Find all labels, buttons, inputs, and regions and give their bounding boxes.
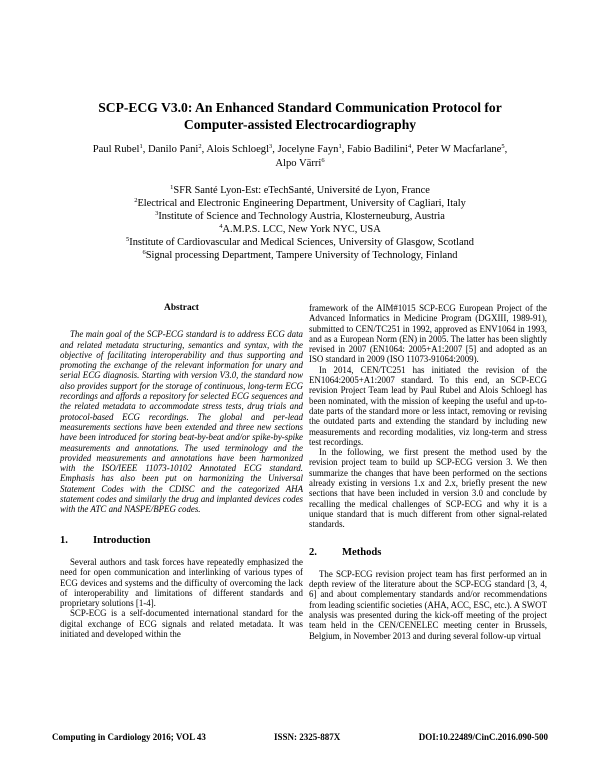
affiliation: $^1$SFR Santé Lyon-Est: eTechSanté, Université de Lyon, France bbox=[170, 184, 430, 196]
paragraph: In the following, we first present the method used by the revision project team to build up SCP-ECG version 3. We then summarize the changes that have been performed on the sections already existing in versions 1.x and 2.x, briefly present the new sections that have been included in version 3.0 and conclude by recalling the medical challenges of SCP-ECG and why it is a unique standard that is much different from other signal-related standards. bbox=[309, 447, 547, 530]
paper-title bbox=[40, 99, 560, 133]
abstract-body: The main goal of the SCP-ECG standard is to address ECG data and related metadata structuring, semantics and syntax, with the objective of facilitating interoperability and thus supporting and promoting the exchange of the relevant information for unary and serial ECG diagnosis. Starting with version V3.0, the standard now also provides support for the storage of continuous, long-term ECG recordings and affords a repository for selected ECG sequences and the related metadata to accommodate stress tests, drug trials and protocol-based ECG recordings. The global and per-lead measurements sections have been extended and three new sections have been introduced for storing beat-by-beat and/or spike-by-spike measurements and annotations. The used terminology and the provided measurements and annotations have been harmonized with the ISO/IEEE 11073-10102 Annotated ECG standard. Emphasis has also been put on harmonizing the Universal Statement Codes with the CDISC and the categorized AHA statement codes and similarly the drug and implanted devices codes with the ATC and NASPE/BPEG codes. bbox=[60, 329, 303, 515]
author: Alois Schloegl$^3$, bbox=[206, 143, 278, 155]
title-line-1: SCP-ECG V3.0: An Enhanced Standard Communication Protocol for bbox=[98, 100, 502, 115]
author: Jocelyne Fayn$^1$, bbox=[277, 143, 348, 155]
paragraph: The SCP-ECG revision project team has first performed an in depth review of the literature about the SCP-ECG standard [3, 4, 6] and about complementary standards and/or recommendations from leading scientific societies (AHA, ACC, ESC, etc.). A SWOT analysis was presented during the kick-off meeting of the project team held in the CEN/CENELEC meeting center in Brussels, Belgium, in November 2013 and during several follow-up virtual bbox=[309, 568, 547, 641]
affiliation: $^4$A.M.P.S. LCC, New York NYC, USA bbox=[219, 223, 381, 236]
section-title: Methods bbox=[342, 546, 382, 558]
author: Peter W Macfarlane$^5$, bbox=[416, 143, 508, 155]
footer-journal: Computing in Cardiology 2016; VOL 43 bbox=[52, 732, 206, 742]
paragraph: framework of the AIM#1015 SCP-ECG European Project of the Advanced Informatics in Medicine Program (DGXIII, 1989-91), submitted to CEN/TC251 in 1992, approved as ENV1064 in 1993, and as a European Norm (EN) in 2005. The latter has been slightly revised in 2007 (EN1064: 2005+A1:2007 [5] and adopted as an ISO standard in 2009 (ISO 11073-91064:2009). bbox=[309, 303, 547, 365]
page-footer bbox=[52, 732, 548, 746]
abstract-heading: Abstract bbox=[164, 303, 199, 313]
left-column bbox=[60, 300, 303, 639]
paragraph: In 2014, CEN/TC251 has initiated the revision of the EN1064:2005+A1:2007 standard. To this end, an SCP-ECG revision Project Team lead by Paul Rubel and Alois Schloegl has been nominated, with the mission of keeping the useful and up-to-date parts of the standard more or less intact, removing or revising the outdated parts and extending the standard by including new measurements and recording modalities, viz long-term and stress test recordings. bbox=[309, 364, 547, 447]
section-number: 2. bbox=[309, 546, 317, 558]
affiliation: $^2$Electrical and Electronic Engineering Department, University of Cagliari, Italy bbox=[134, 197, 466, 210]
author: Danilo Pani$^2$, bbox=[148, 143, 207, 155]
paragraph: Several authors and task forces have repeatedly emphasized the need for open communication and interlinking of various types of ECG devices and systems and the difficulty of overcoming the lack of interoperability and limitations of different standards and proprietary solutions [1-4]. bbox=[60, 556, 303, 609]
footer-doi: DOI:10.22489/CinC.2016.090-500 bbox=[418, 732, 548, 742]
section-title: Introduction bbox=[93, 534, 151, 546]
section-number: 1. bbox=[60, 534, 68, 546]
right-column bbox=[309, 303, 547, 641]
title-line-2: Computer-assisted Electrocardiography bbox=[183, 117, 417, 132]
affiliation: $^6$Signal processing Department, Tampere University of Technology, Finland bbox=[142, 249, 458, 262]
methods-heading bbox=[309, 548, 547, 558]
author: Paul Rubel$^1$, bbox=[92, 143, 149, 155]
paragraph: SCP-ECG is a self-documented international standard for the digital exchange of ECG signals and related metadata. It was initiated and developed within the bbox=[60, 608, 303, 640]
affiliation: $^3$Institute of Science and Technology Austria, Klosterneuburg, Austria bbox=[155, 210, 445, 223]
affiliation: $^5$Institute of Cardiovascular and Medical Sciences, University of Glasgow, Scotland bbox=[126, 236, 474, 249]
author-list bbox=[40, 143, 560, 171]
introduction-heading bbox=[60, 536, 303, 546]
affiliation-list bbox=[40, 184, 560, 263]
footer-issn: ISSN: 2325-887X bbox=[274, 732, 341, 742]
author: Alpo Värri$^6$ bbox=[275, 157, 325, 169]
author: Fabio Badilini$^4$, bbox=[347, 143, 417, 155]
